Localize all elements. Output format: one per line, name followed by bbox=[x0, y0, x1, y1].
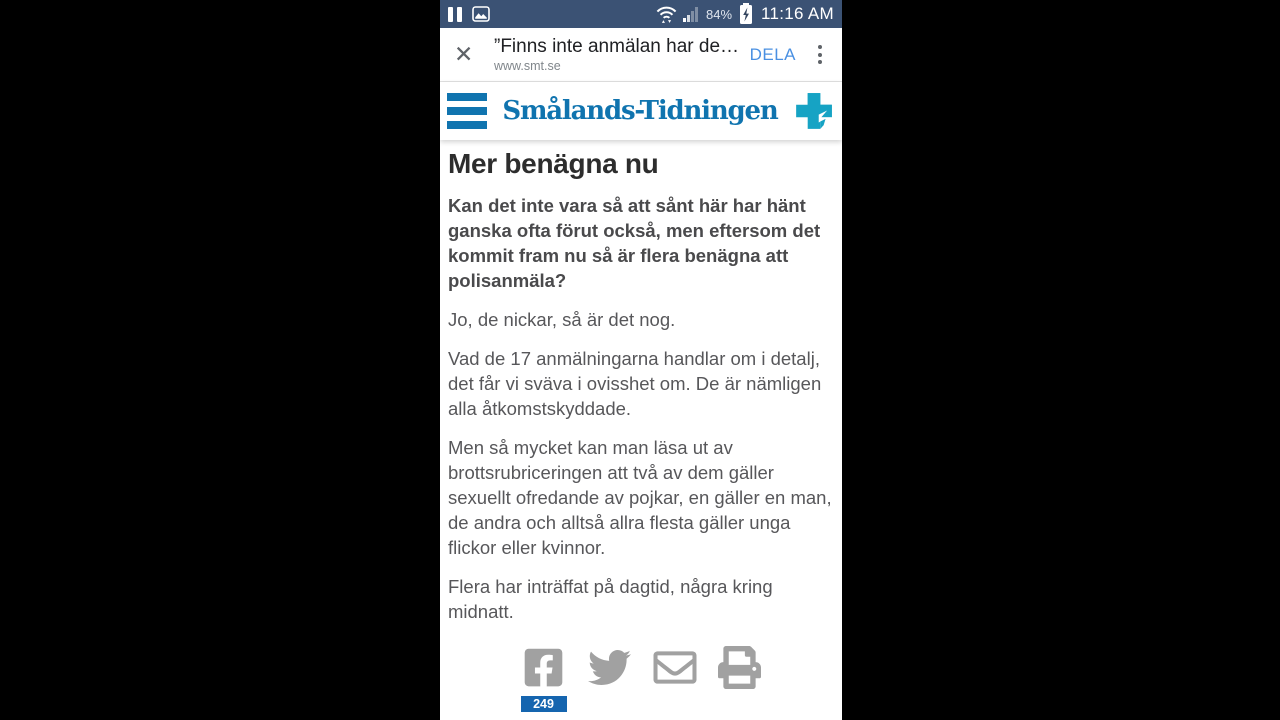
status-bar bbox=[440, 0, 842, 28]
battery-percent: 84% bbox=[706, 6, 733, 22]
browser-bar bbox=[440, 28, 842, 82]
page-url: www.smt.se bbox=[494, 59, 561, 73]
phone-screen bbox=[440, 0, 842, 720]
share-count-badge: 249 bbox=[521, 696, 567, 712]
battery-icon bbox=[739, 3, 753, 25]
pause-icon bbox=[448, 7, 462, 22]
newspaper-logo[interactable]: Smålands-Tidningen bbox=[502, 96, 778, 126]
email-icon bbox=[652, 646, 698, 689]
overflow-menu-icon[interactable] bbox=[812, 41, 828, 68]
wifi-icon bbox=[655, 4, 678, 24]
article-lead: Kan det inte vara så att sånt här har hänt ganska ofta förut också, men eftersom det kommit fram nu så är flera benägna att polisanmäla? bbox=[448, 195, 821, 291]
print-button[interactable] bbox=[717, 646, 762, 689]
twitter-share-button[interactable] bbox=[586, 646, 633, 689]
article-paragraph: Vad de 17 anmälningarna handlar om i detalj, det får vi sväva i ovisshet om. De är nämligen alla åtkomstskyddade. bbox=[448, 348, 822, 419]
email-share-button[interactable] bbox=[652, 646, 698, 689]
premium-plus-icon[interactable] bbox=[793, 90, 835, 132]
page-title: ”Finns inte anmälan har de… bbox=[494, 36, 740, 57]
twitter-icon bbox=[586, 646, 633, 689]
article-paragraph: Jo, de nickar, så är det nog. bbox=[448, 309, 676, 330]
facebook-icon bbox=[522, 646, 565, 689]
gallery-icon bbox=[472, 6, 490, 22]
close-icon[interactable]: ✕ bbox=[454, 41, 474, 67]
article-paragraph: Flera har inträffat på dagtid, några kring midnatt. bbox=[448, 576, 773, 622]
article bbox=[440, 140, 842, 720]
menu-icon[interactable] bbox=[447, 93, 487, 129]
share-button[interactable]: DELA bbox=[749, 44, 796, 64]
facebook-share-button[interactable] bbox=[521, 646, 567, 712]
status-clock: 11:16 AM bbox=[761, 4, 834, 23]
share-row bbox=[448, 646, 834, 712]
article-heading: Mer benägna nu bbox=[448, 148, 659, 179]
article-paragraph: Men så mycket kan man läsa ut av brottsrubriceringen att två av dem gäller sexuellt ofredande av pojkar, en gäller en man, de andra och alltså allra flesta gäller unga flickor eller kvinnor. bbox=[448, 437, 832, 558]
printer-icon bbox=[717, 646, 762, 689]
masthead bbox=[440, 82, 842, 140]
signal-icon bbox=[683, 7, 699, 22]
